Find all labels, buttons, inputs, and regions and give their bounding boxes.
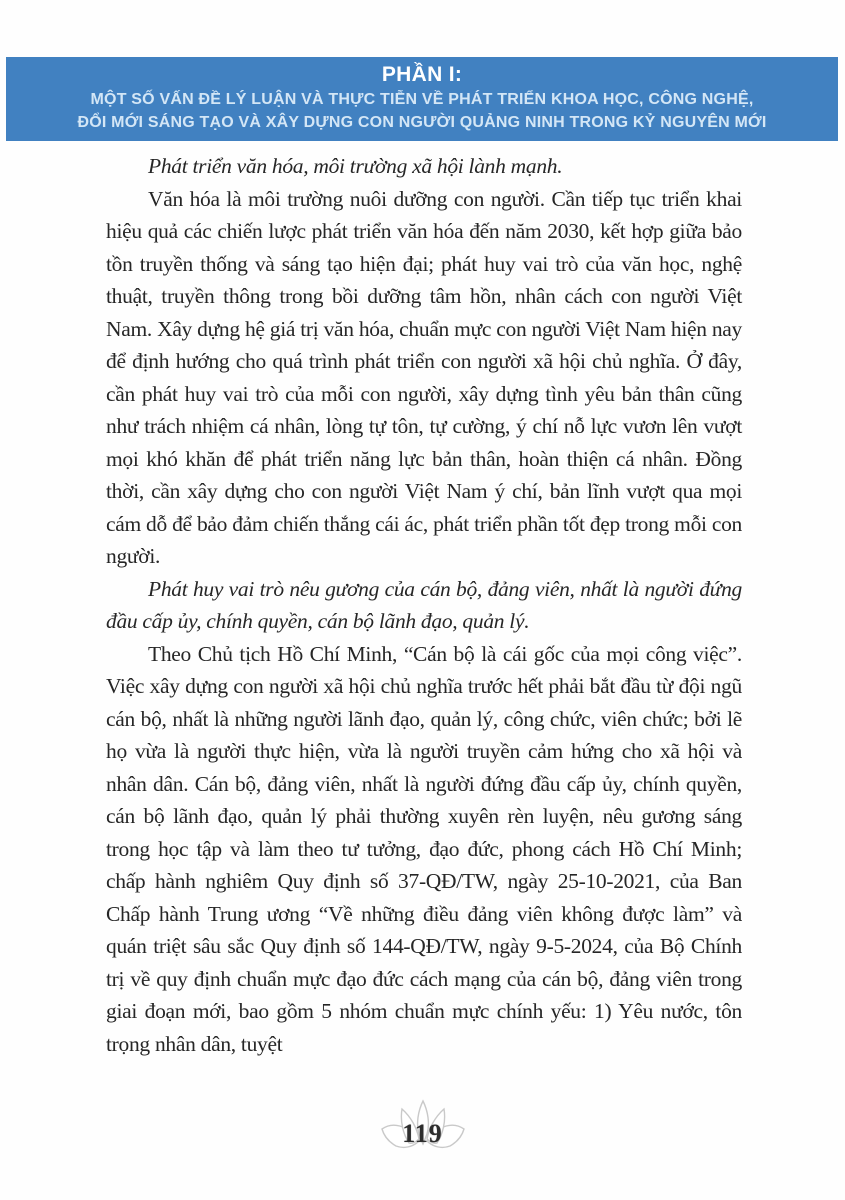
paragraph-culture-body: Văn hóa là môi trường nuôi dưỡng con người. Cần tiếp tục triển khai hiệu quả các chiến lược phát triển văn hóa đến năm 2030, kết hợp giữa bảo tồn truyền thống và sáng tạo hiện đại; phát huy vai trò của văn học, nghệ thuật, truyền thông trong bồi dưỡng tâm hồn, nhân cách con người Việt Nam. Xây dựng hệ giá trị văn hóa, chuẩn mực con người Việt Nam hiện nay để định hướng cho quá trình phát triển con người xã hội chủ nghĩa. Ở đây, cần phát huy vai trò của mỗi con người, xây dựng tình yêu bản thân cũng như trách nhiệm cá nhân, lòng tự tôn, tự cường, ý chí nỗ lực vươn lên vượt mọi khó khăn để phát triển năng lực bản thân, hoàn thiện cá nhân. Đồng thời, cần xây dựng cho con người Việt Nam ý chí, bản lĩnh vượt qua mọi cám dỗ để bảo đảm chiến thắng cái ác, phát triển phần tốt đẹp trong mỗi con người. [106,186,742,568]
page-number: 119 [402,1119,443,1148]
part-header-banner [6,57,838,141]
paragraph-culture-heading: Phát triển văn hóa, môi trường xã hội lành mạnh. [148,154,563,178]
paragraph-cadres-body: Theo Chủ tịch Hồ Chí Minh, “Cán bộ là cái gốc của mọi công việc”. Việc xây dựng con người xã hội chủ nghĩa trước hết phải bắt đầu từ đội ngũ cán bộ, nhất là những người lãnh đạo, quản lý, công chức, viên chức; bởi lẽ họ vừa là người thực hiện, vừa là người truyền cảm hứng cho xã hội và nhân dân. Cán bộ, đảng viên, nhất là người đứng đầu cấp ủy, chính quyền, cán bộ lãnh đạo, quản lý phải thường xuyên rèn luyện, nêu gương sáng trong học tập và làm theo tư tưởng, đạo đức, phong cách Hồ Chí Minh; chấp hành nghiêm Quy định số 37-QĐ/TW, ngày 25-10-2021, của Ban Chấp hành Trung ương “Về những điều đảng viên không được làm” và quán triệt sâu sắc Quy định số 144-QĐ/TW, ngày 9-5-2024, của Bộ Chính trị về quy định chuẩn mực đạo đức cách mạng của cán bộ, đảng viên trong giai đoạn mới, bao gồm 5 nhóm chuẩn mực chính yếu: 1) Yêu nước, tôn trọng nhân dân, tuyệt [106,641,742,1056]
page-body-text [106,150,742,1060]
part-label: PHẦN I: [381,63,463,86]
page-footer [0,1098,845,1149]
part-title-line-1: MỘT SỐ VẤN ĐỀ LÝ LUẬN VÀ THỰC TIỄN VỀ PHÁT TRIỂN KHOA HỌC, CÔNG NGHỆ, [90,91,754,108]
paragraph-exemplary-heading: Phát huy vai trò nêu gương của cán bộ, đảng viên, nhất là người đứng đầu cấp ủy, chính quyền, cán bộ lãnh đạo, quản lý. [106,576,742,633]
part-title-line-2: ĐỔI MỚI SÁNG TẠO VÀ XÂY DỰNG CON NGƯỜI QUẢNG NINH TRONG KỶ NGUYÊN MỚI [77,114,767,131]
